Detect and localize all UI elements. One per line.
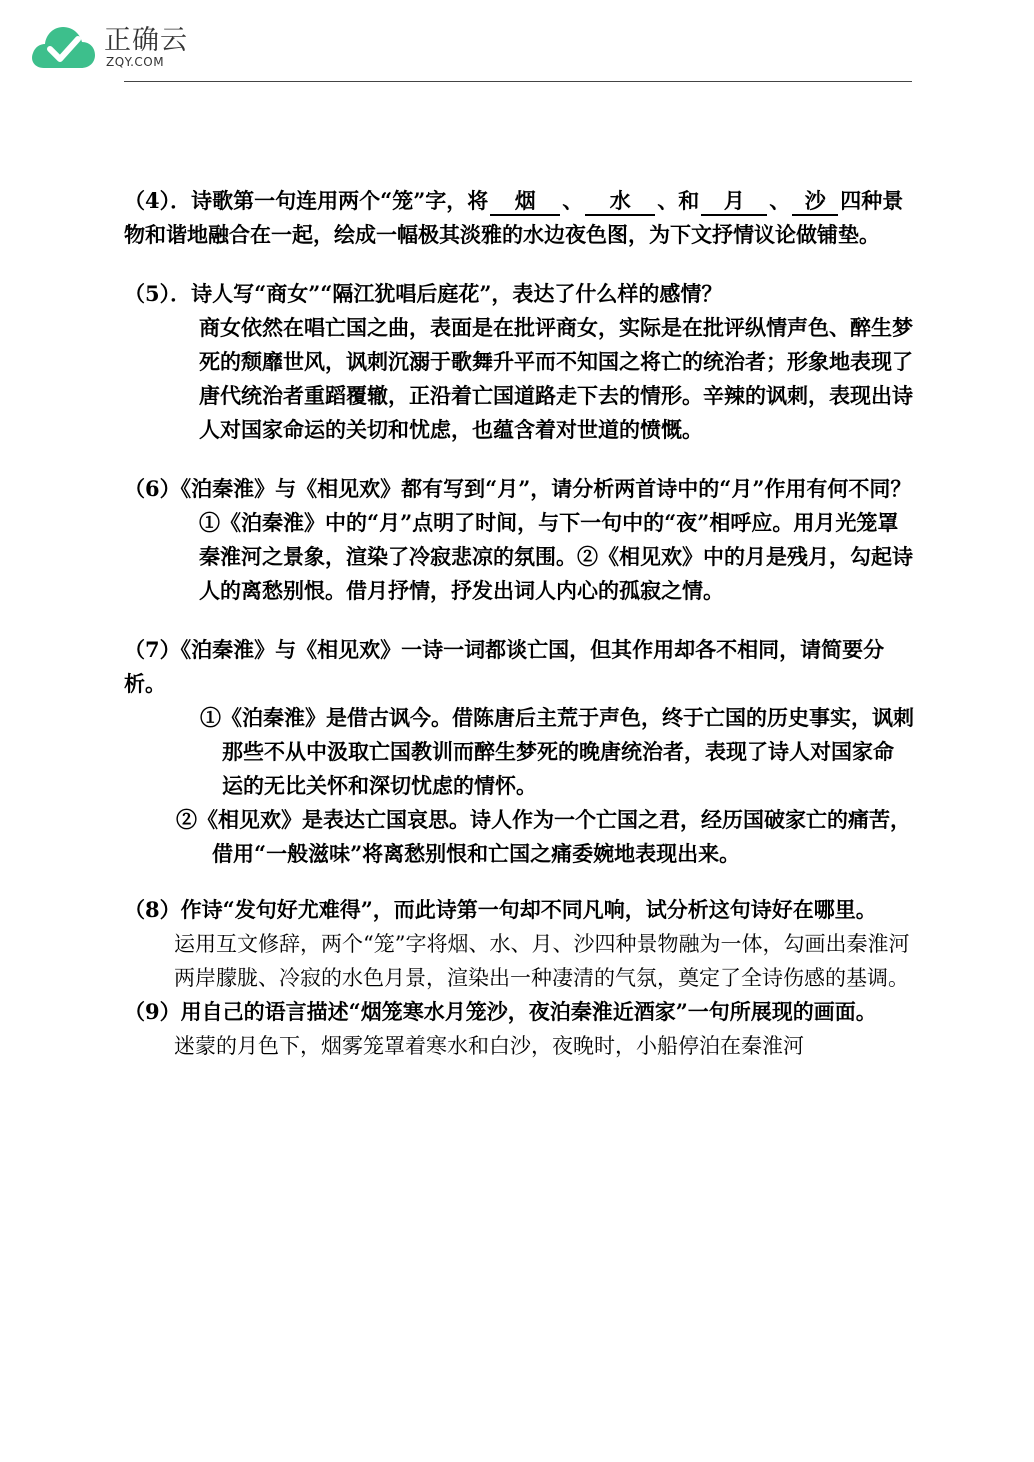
answer-7-part-1: ①《泊秦淮》是借古讽今。借陈唐后主荒于声色，终于亡国的历史事实，讽刺那些不从中汲取亡国教训而醉生梦死的晚唐统治者，表现了诗人对国家命运的无比关怀和深切忧虑的情怀。: [200, 705, 914, 798]
answer-6: ①《泊秦淮》中的“月”点明了时间，与下一句中的“夜”相呼应。用月光笼罩秦淮河之景象，渲染了冷寂悲凉的氛围。②《相见欢》中的月是残月，勾起诗人的离愁别恨。借月抒情，抒发出词人内心的孤寂之情。: [199, 510, 913, 603]
q4-blank-4: 沙: [792, 188, 838, 216]
answer-5: 商女依然在唱亡国之曲，表面是在批评商女，实际是在批评纵情声色、醉生梦死的颓靡世风，讽刺沉溺于歌舞升平而不知国之将亡的统治者；形象地表现了唐代统治者重蹈覆辙，正沿着亡国道路走下去的情形。辛辣的讽刺，表现出诗人对国家命运的关切和忧虑，也蕴含着对世道的愤慨。: [199, 315, 913, 442]
header-divider: [124, 81, 912, 82]
page-header: [28, 16, 913, 84]
document-body: [124, 184, 914, 1063]
cloud-check-logo-icon: [30, 22, 96, 72]
answer-7-part-2: ②《相见欢》是表达亡国哀思。诗人作为一个亡国之君，经历国破家亡的痛苦，借用“一般滋味”将离愁别恨和亡国之痛委婉地表现出来。: [176, 807, 911, 866]
q4-suffix: 四种景物和谐地融合在一起，绘成一幅极其淡雅的水边夜色图，为下文抒情议论做铺垫。: [124, 188, 904, 247]
question-7: （7）《泊秦淮》与《相见欢》一诗一词都谈亡国，但其作用却各不相同，请简要分析。: [124, 637, 885, 696]
q4-blank-3: 月: [701, 188, 767, 216]
q4-sep-2: 、和: [657, 188, 700, 213]
answer-8: 运用互文修辞，两个“笼”字将烟、水、月、沙四种景物融为一体，勾画出秦淮河两岸朦胧、冷寂的水色月景，渲染出一种凄清的气氛，奠定了全诗伤感的基调。: [174, 932, 910, 990]
q4-prefix: （4）．诗歌第一句连用两个“笼”字，将: [124, 188, 489, 213]
question-8: （8）作诗“发句好尤难得”，而此诗第一句却不同凡响，试分析这句诗好在哪里。: [124, 897, 877, 922]
q4-blank-1: 烟: [490, 188, 560, 216]
question-5: （5）．诗人写“商女”“隔江犹唱后庭花”，表达了什么样的感情？: [124, 281, 723, 306]
question-6: （6）《泊秦淮》与《相见欢》都有写到“月”，请分析两首诗中的“月”作用有何不同？: [124, 476, 912, 501]
q4-sep-3: 、: [769, 188, 791, 213]
brand-domain: ZQY.COM: [106, 55, 165, 69]
q4-sep-1: 、: [562, 188, 584, 213]
answer-9: 迷蒙的月色下，烟雾笼罩着寒水和白沙，夜晚时，小船停泊在秦淮河: [174, 1034, 804, 1058]
question-4: [124, 184, 914, 252]
question-9: （9）用自己的语言描述“烟笼寒水月笼沙，夜泊秦淮近酒家”一句所展现的画面。: [124, 999, 877, 1024]
q4-blank-2: 水: [585, 188, 655, 216]
brand-name: 正确云: [104, 25, 188, 56]
